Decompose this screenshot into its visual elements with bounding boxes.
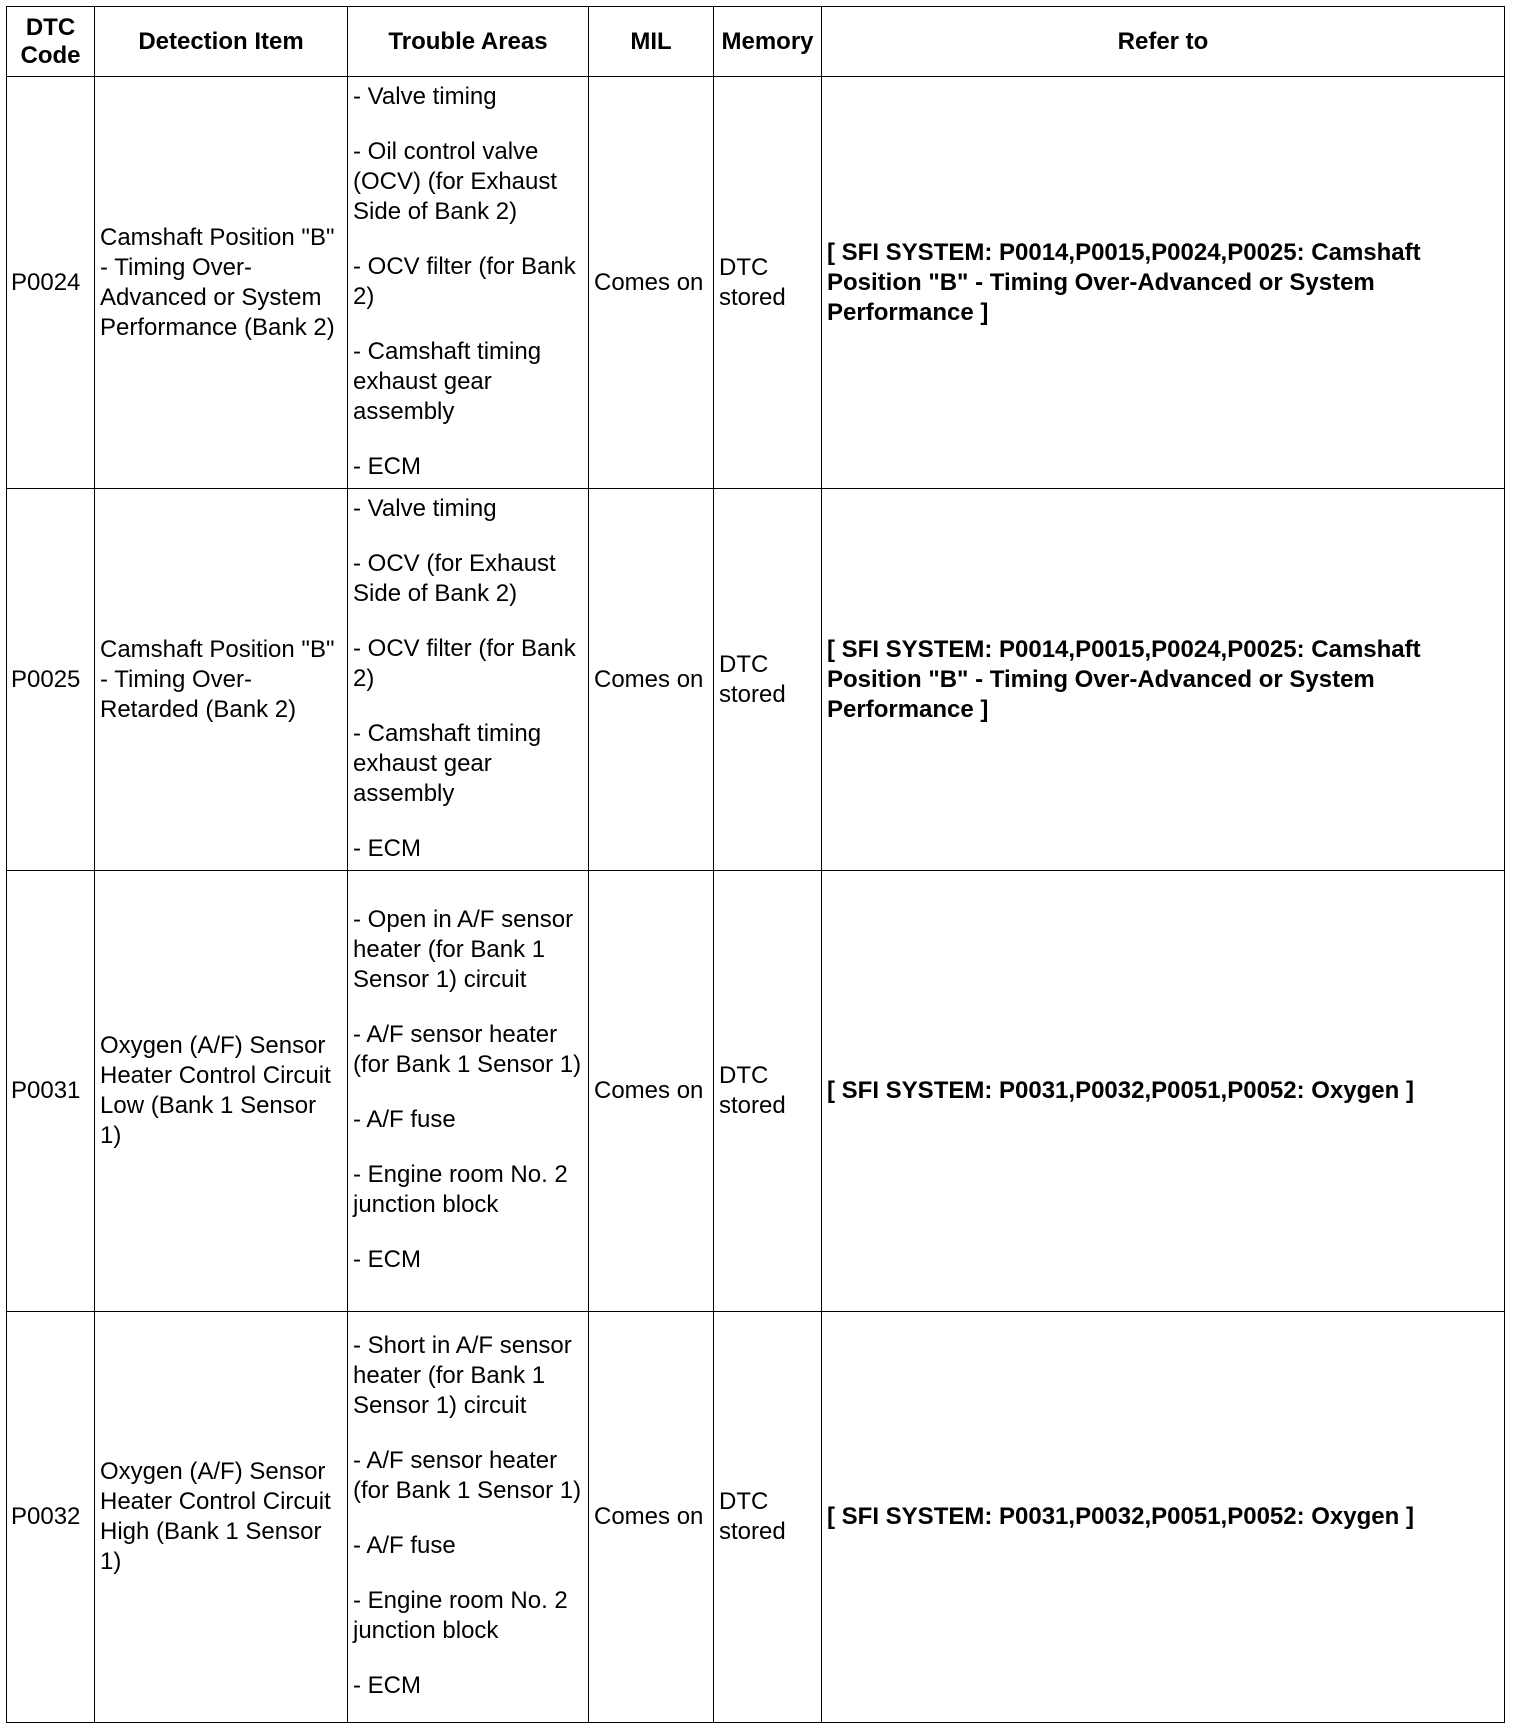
trouble-areas-cell xyxy=(348,77,589,489)
header-dtc-code-line1: DTC xyxy=(25,13,76,41)
trouble-area-item: - ECM xyxy=(353,1672,421,1699)
detection-item-cell: Oxygen (A/F) Sensor Heater Control Circuit Low (Bank 1 Sensor 1) xyxy=(95,871,348,1312)
header-dtc-code-line2: Code xyxy=(20,41,81,69)
header-refer-to: Refer to xyxy=(822,7,1505,77)
trouble-area-item: - Camshaft timing exhaust gear assembly xyxy=(353,719,542,807)
table-row xyxy=(7,77,1505,489)
header-mil: MIL xyxy=(589,7,714,77)
trouble-area-item: - A/F sensor heater (for Bank 1 Sensor 1) xyxy=(353,1021,582,1078)
trouble-area-item: - Open in A/F sensor heater (for Bank 1 Sensor 1) circuit xyxy=(353,906,574,993)
trouble-area-item: - ECM xyxy=(353,834,421,862)
detection-item-cell: Oxygen (A/F) Sensor Heater Control Circuit High (Bank 1 Sensor 1) xyxy=(95,1312,348,1723)
trouble-area-item: - Engine room No. 2 junction block xyxy=(353,1161,568,1218)
table-row xyxy=(7,871,1505,1312)
trouble-area-item: - OCV filter (for Bank 2) xyxy=(353,252,576,310)
trouble-area-item: - Camshaft timing exhaust gear assembly xyxy=(353,337,542,425)
dtc-code-cell: P0031 xyxy=(7,871,95,1312)
header-trouble-areas: Trouble Areas xyxy=(348,7,589,77)
trouble-area-item: - ECM xyxy=(353,1246,421,1273)
table-body xyxy=(7,77,1505,1723)
trouble-area-item: - A/F fuse xyxy=(353,1532,456,1559)
header-dtc-code xyxy=(7,7,95,77)
mil-cell: Comes on xyxy=(589,871,714,1312)
trouble-areas-cell xyxy=(348,489,589,871)
table-header xyxy=(7,7,1505,77)
refer-to-link[interactable]: [ SFI SYSTEM: P0031,P0032,P0051,P0052: Oxygen ] xyxy=(822,871,1505,1312)
refer-to-link[interactable]: [ SFI SYSTEM: P0014,P0015,P0024,P0025: Camshaft Position "B" - Timing Over-Advanced or System Performance ] xyxy=(822,489,1505,871)
mil-cell: Comes on xyxy=(589,489,714,871)
table-row xyxy=(7,489,1505,871)
mil-cell: Comes on xyxy=(589,1312,714,1723)
trouble-area-item: - A/F fuse xyxy=(353,1106,456,1133)
trouble-area-item: - Valve timing xyxy=(353,82,497,110)
memory-cell: DTC stored xyxy=(714,77,822,489)
trouble-area-item: - Valve timing xyxy=(353,494,497,522)
detection-item-cell: Camshaft Position "B" - Timing Over-Retarded (Bank 2) xyxy=(95,489,348,871)
header-row xyxy=(7,7,1505,77)
header-memory: Memory xyxy=(714,7,822,77)
trouble-area-item: - OCV filter (for Bank 2) xyxy=(353,634,576,692)
trouble-area-item: - OCV (for Exhaust Side of Bank 2) xyxy=(353,549,556,607)
dtc-code-cell: P0024 xyxy=(7,77,95,489)
detection-item-cell: Camshaft Position "B" - Timing Over-Advanced or System Performance (Bank 2) xyxy=(95,77,348,489)
trouble-area-item: - Oil control valve (OCV) (for Exhaust Side of Bank 2) xyxy=(353,137,558,225)
trouble-areas-cell xyxy=(348,1312,589,1723)
trouble-area-item: - Short in A/F sensor heater (for Bank 1 Sensor 1) circuit xyxy=(353,1332,572,1419)
mil-cell: Comes on xyxy=(589,77,714,489)
trouble-area-item: - A/F sensor heater (for Bank 1 Sensor 1) xyxy=(353,1447,582,1504)
trouble-areas-cell xyxy=(348,871,589,1312)
memory-cell: DTC stored xyxy=(714,1312,822,1723)
dtc-code-cell: P0032 xyxy=(7,1312,95,1723)
dtc-code-cell: P0025 xyxy=(7,489,95,871)
header-detection-item: Detection Item xyxy=(95,7,348,77)
dtc-table xyxy=(6,6,1505,1723)
memory-cell: DTC stored xyxy=(714,489,822,871)
refer-to-link[interactable]: [ SFI SYSTEM: P0014,P0015,P0024,P0025: Camshaft Position "B" - Timing Over-Advanced or System Performance ] xyxy=(822,77,1505,489)
table-row xyxy=(7,1312,1505,1723)
trouble-area-item: - ECM xyxy=(353,452,421,480)
trouble-area-item: - Engine room No. 2 junction block xyxy=(353,1587,568,1644)
memory-cell: DTC stored xyxy=(714,871,822,1312)
refer-to-link[interactable]: [ SFI SYSTEM: P0031,P0032,P0051,P0052: Oxygen ] xyxy=(822,1312,1505,1723)
